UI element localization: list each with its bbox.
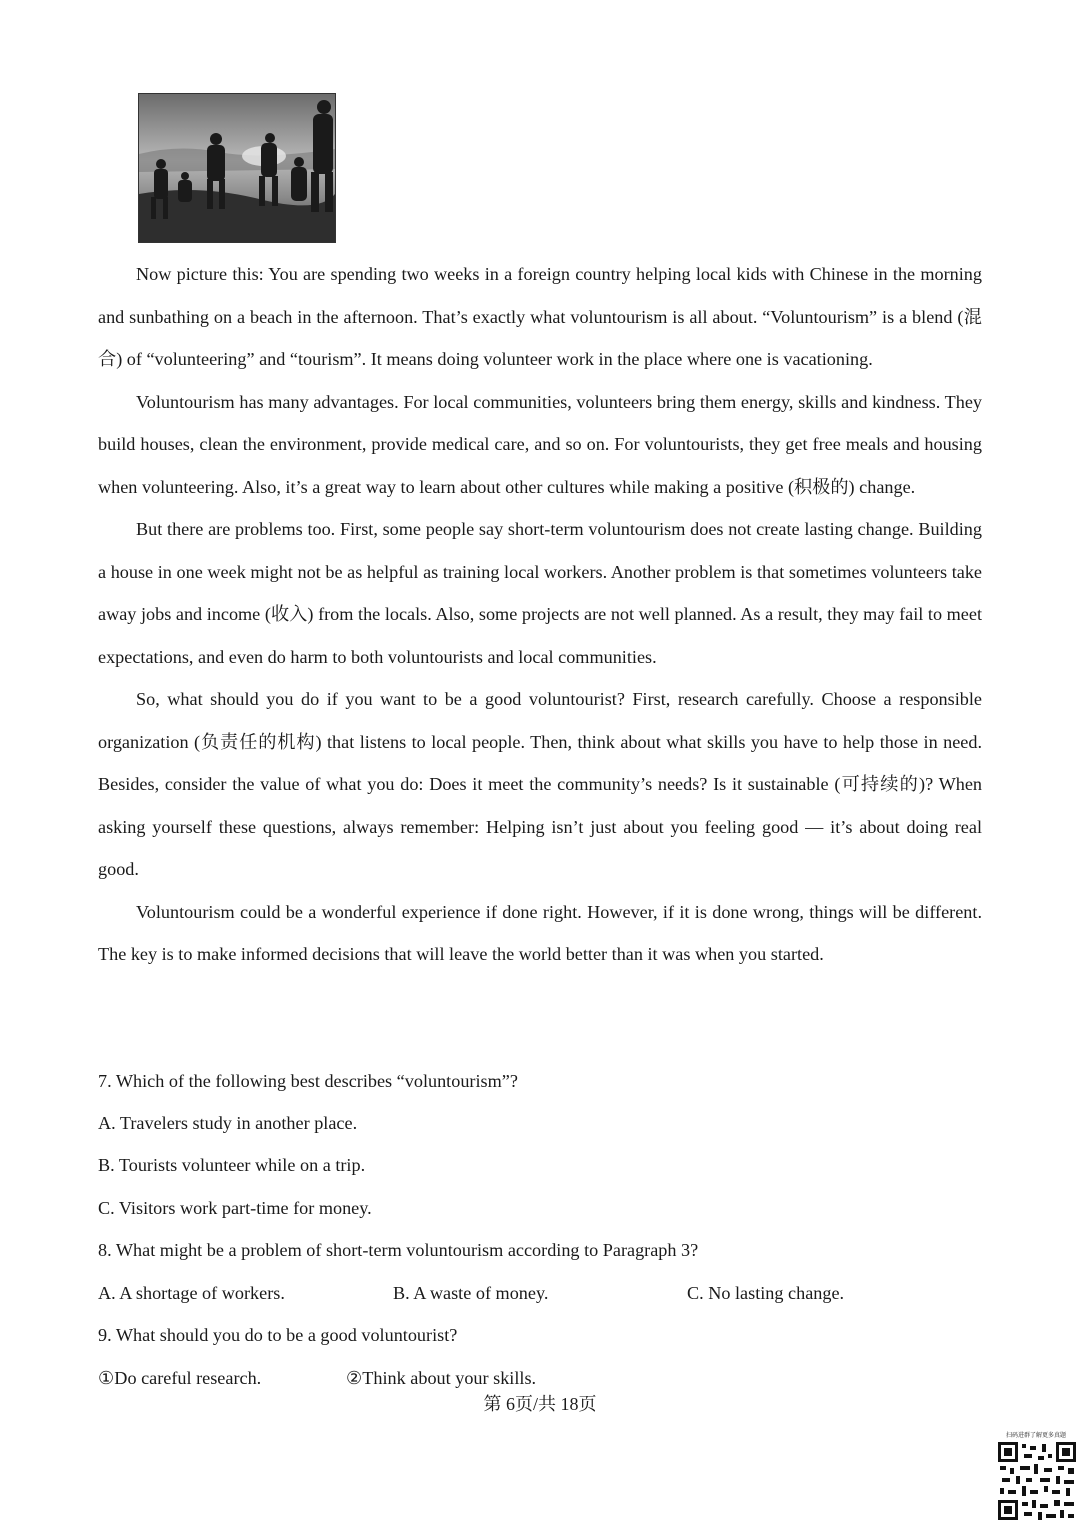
question-9-option-1: ①Do careful research. — [98, 1368, 262, 1388]
qr-label: 扫码进群了解更多真题 — [1005, 1432, 1066, 1439]
qr-code-icon — [998, 1442, 1076, 1520]
question-9-stem: 9. What should you do to be a good voluntourist? — [98, 1325, 458, 1345]
page-number: 第 6页/共 18页 — [483, 1394, 597, 1414]
question-9-option-2: ②Think about your skills. — [346, 1368, 537, 1388]
people-on-beach-photo — [139, 94, 335, 242]
question-7-option-a: A. Travelers study in another place. — [98, 1113, 358, 1133]
question-8-option-a: A. A shortage of workers. — [98, 1283, 285, 1303]
question-8-option-b: B. A waste of money. — [393, 1283, 549, 1303]
question-7-option-b: B. Tourists volunteer while on a trip. — [98, 1155, 366, 1175]
paragraph-5: Voluntourism could be a wonderful experience if done right. However, if it is done wrong, things will be different. The key is to make informed decisions that will leave the world better than it was when you started. — [98, 901, 982, 964]
paragraph-3: But there are problems too. First, some people say short-term voluntourism does not create lasting change. Building a house in one week might not be as helpful as training local workers. Another problem is that sometimes volunteers take away jobs and income (收入) from the locals. Also, some projects are not well planned. As a result, they may fail to meet expectations, and even do harm to both voluntourists and local communities. — [98, 519, 982, 667]
question-8-stem: 8. What might be a problem of short-term voluntourism according to Paragraph 3? — [98, 1240, 699, 1260]
paragraph-2: Voluntourism has many advantages. For local communities, volunteers bring them energy, skills and kindness. They build houses, clean the environment, provide medical care, and so on. For voluntourists, they get free meals and housing when volunteering. Also, it’s a great way to learn about other cultures while making a positive (积极的) change. — [98, 391, 982, 497]
question-7-stem: 7. Which of the following best describes “voluntourism”? — [98, 1071, 518, 1091]
reading-passage — [98, 253, 982, 976]
paragraph-1: Now picture this: You are spending two weeks in a foreign country helping local kids with Chinese in the morning and sunbathing on a beach in the afternoon. That’s exactly what voluntourism is all about. “Voluntourism” is a blend (混合) of “volunteering” and “tourism”. It means doing volunteer work in the place where one is vacationing. — [98, 264, 982, 369]
article-photo — [138, 93, 336, 243]
question-8-option-c: C. No lasting change. — [687, 1283, 845, 1303]
paragraph-4: So, what should you do if you want to be a good voluntourist? First, research carefully. Choose a responsible organization (负责任的机构) that listens to local people. Then, think about what skills you have to help those in need. Besides, consider the value of what you do: Does it meet the community’s needs? Is it sustainable (可持续的)? When asking yourself these questions, always remember: Helping isn’t just about you feeling good — it’s about doing real good. — [98, 689, 982, 879]
question-7-option-c: C. Visitors work part-time for money. — [98, 1198, 372, 1218]
